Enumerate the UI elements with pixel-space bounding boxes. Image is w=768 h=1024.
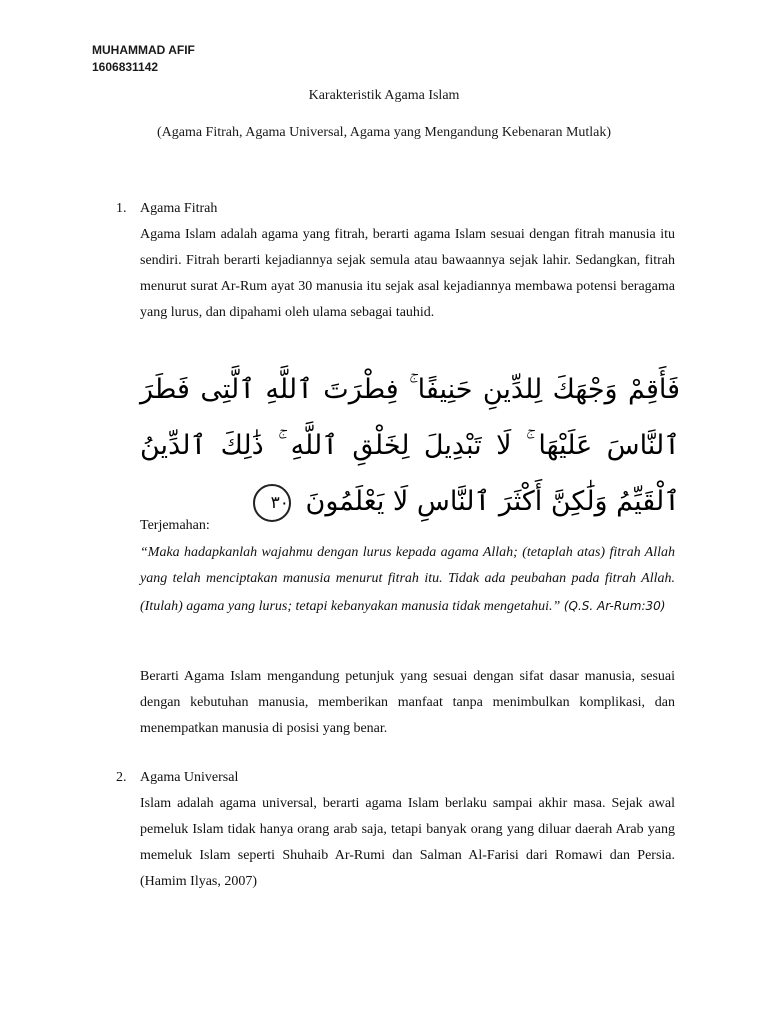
section-agama-universal xyxy=(116,765,675,895)
section-number: 2. xyxy=(116,770,127,785)
author-name: MUHAMMAD AFIF xyxy=(92,43,195,57)
section-number: 1. xyxy=(116,201,127,216)
section-explanation: Berarti Agama Islam mengandung petunjuk yang sesuai dengan sifat dasar manusia, sesuai dengan kebutuhan manusia, memberikan manfaat tanpa menimbulkan komplikasi, dan menempatkan manusia di posisi yang benar. xyxy=(140,669,675,736)
source-reference: (Q.S. Ar-Rum:30) xyxy=(563,598,666,613)
section-body: Islam adalah agama universal, berarti agama Islam berlaku sampai akhir masa. Sejak awal pemeluk Islam tidak hanya orang arab saja, tetapi banyak orang yang diluar daerah Arab yang memeluk Islam seperti Shuhaib Ar-Rumi dan Salman Al-Farisi dari Romawi dan Persia. (Hamim Ilyas, 2007) xyxy=(140,796,675,889)
author-block xyxy=(92,42,195,76)
author-id: 1606831142 xyxy=(92,60,159,74)
section-heading: Agama Fitrah xyxy=(140,201,218,216)
verse-number-marker: ٣٠ xyxy=(253,484,291,522)
section-body: Agama Islam adalah agama yang fitrah, berarti agama Islam sesuai dengan fitrah manusia itu sendiri. Fitrah berarti kejadiannya sejak semula atau bawaannya sejak lahir. Sedangkan, fitrah menurut surat Ar-Rum ayat 30 manusia itu sejak asal kejadiannya membawa potensi beragama yang lurus, dan dipahami oleh ulama sebagai tauhid. xyxy=(140,227,675,320)
section-heading: Agama Universal xyxy=(140,770,239,785)
quran-verse xyxy=(140,362,680,530)
document-title: Karakteristik Agama Islam xyxy=(308,88,460,103)
translation-text xyxy=(140,540,675,621)
document-subtitle: (Agama Fitrah, Agama Universal, Agama yang Mengandung Kebenaran Mutlak) xyxy=(156,125,612,140)
translation-quote: “Maka hadapkanlah wajahmu dengan lurus kepada agama Allah; (tetaplah atas) fitrah Allah yang telah menciptakan manusia menurut fitrah itu. Tidak ada peubahan pada fitrah Allah. (Itulah) agama yang lurus; tetapi kebanyakan manusia tidak mengetahui.” xyxy=(140,544,675,614)
translation-block xyxy=(140,513,675,620)
translation-label: Terjemahan: xyxy=(140,518,210,533)
quran-verse-text: فَأَقِمْ وَجْهَكَ لِلدِّينِ حَنِيفًا ۚ فِطْرَتَ ٱللَّهِ ٱلَّتِى فَطَرَ ٱلنَّاسَ عَلَيْهَا ۚ لَا تَبْدِيلَ لِخَلْقِ ٱللَّهِ ۚ ذَٰلِكَ ٱلدِّينُ ٱلْقَيِّمُ وَلَٰكِنَّ أَكْثَرَ ٱلنَّاسِ لَا يَعْلَمُونَ xyxy=(140,374,680,517)
section-agama-fitrah xyxy=(116,196,675,326)
